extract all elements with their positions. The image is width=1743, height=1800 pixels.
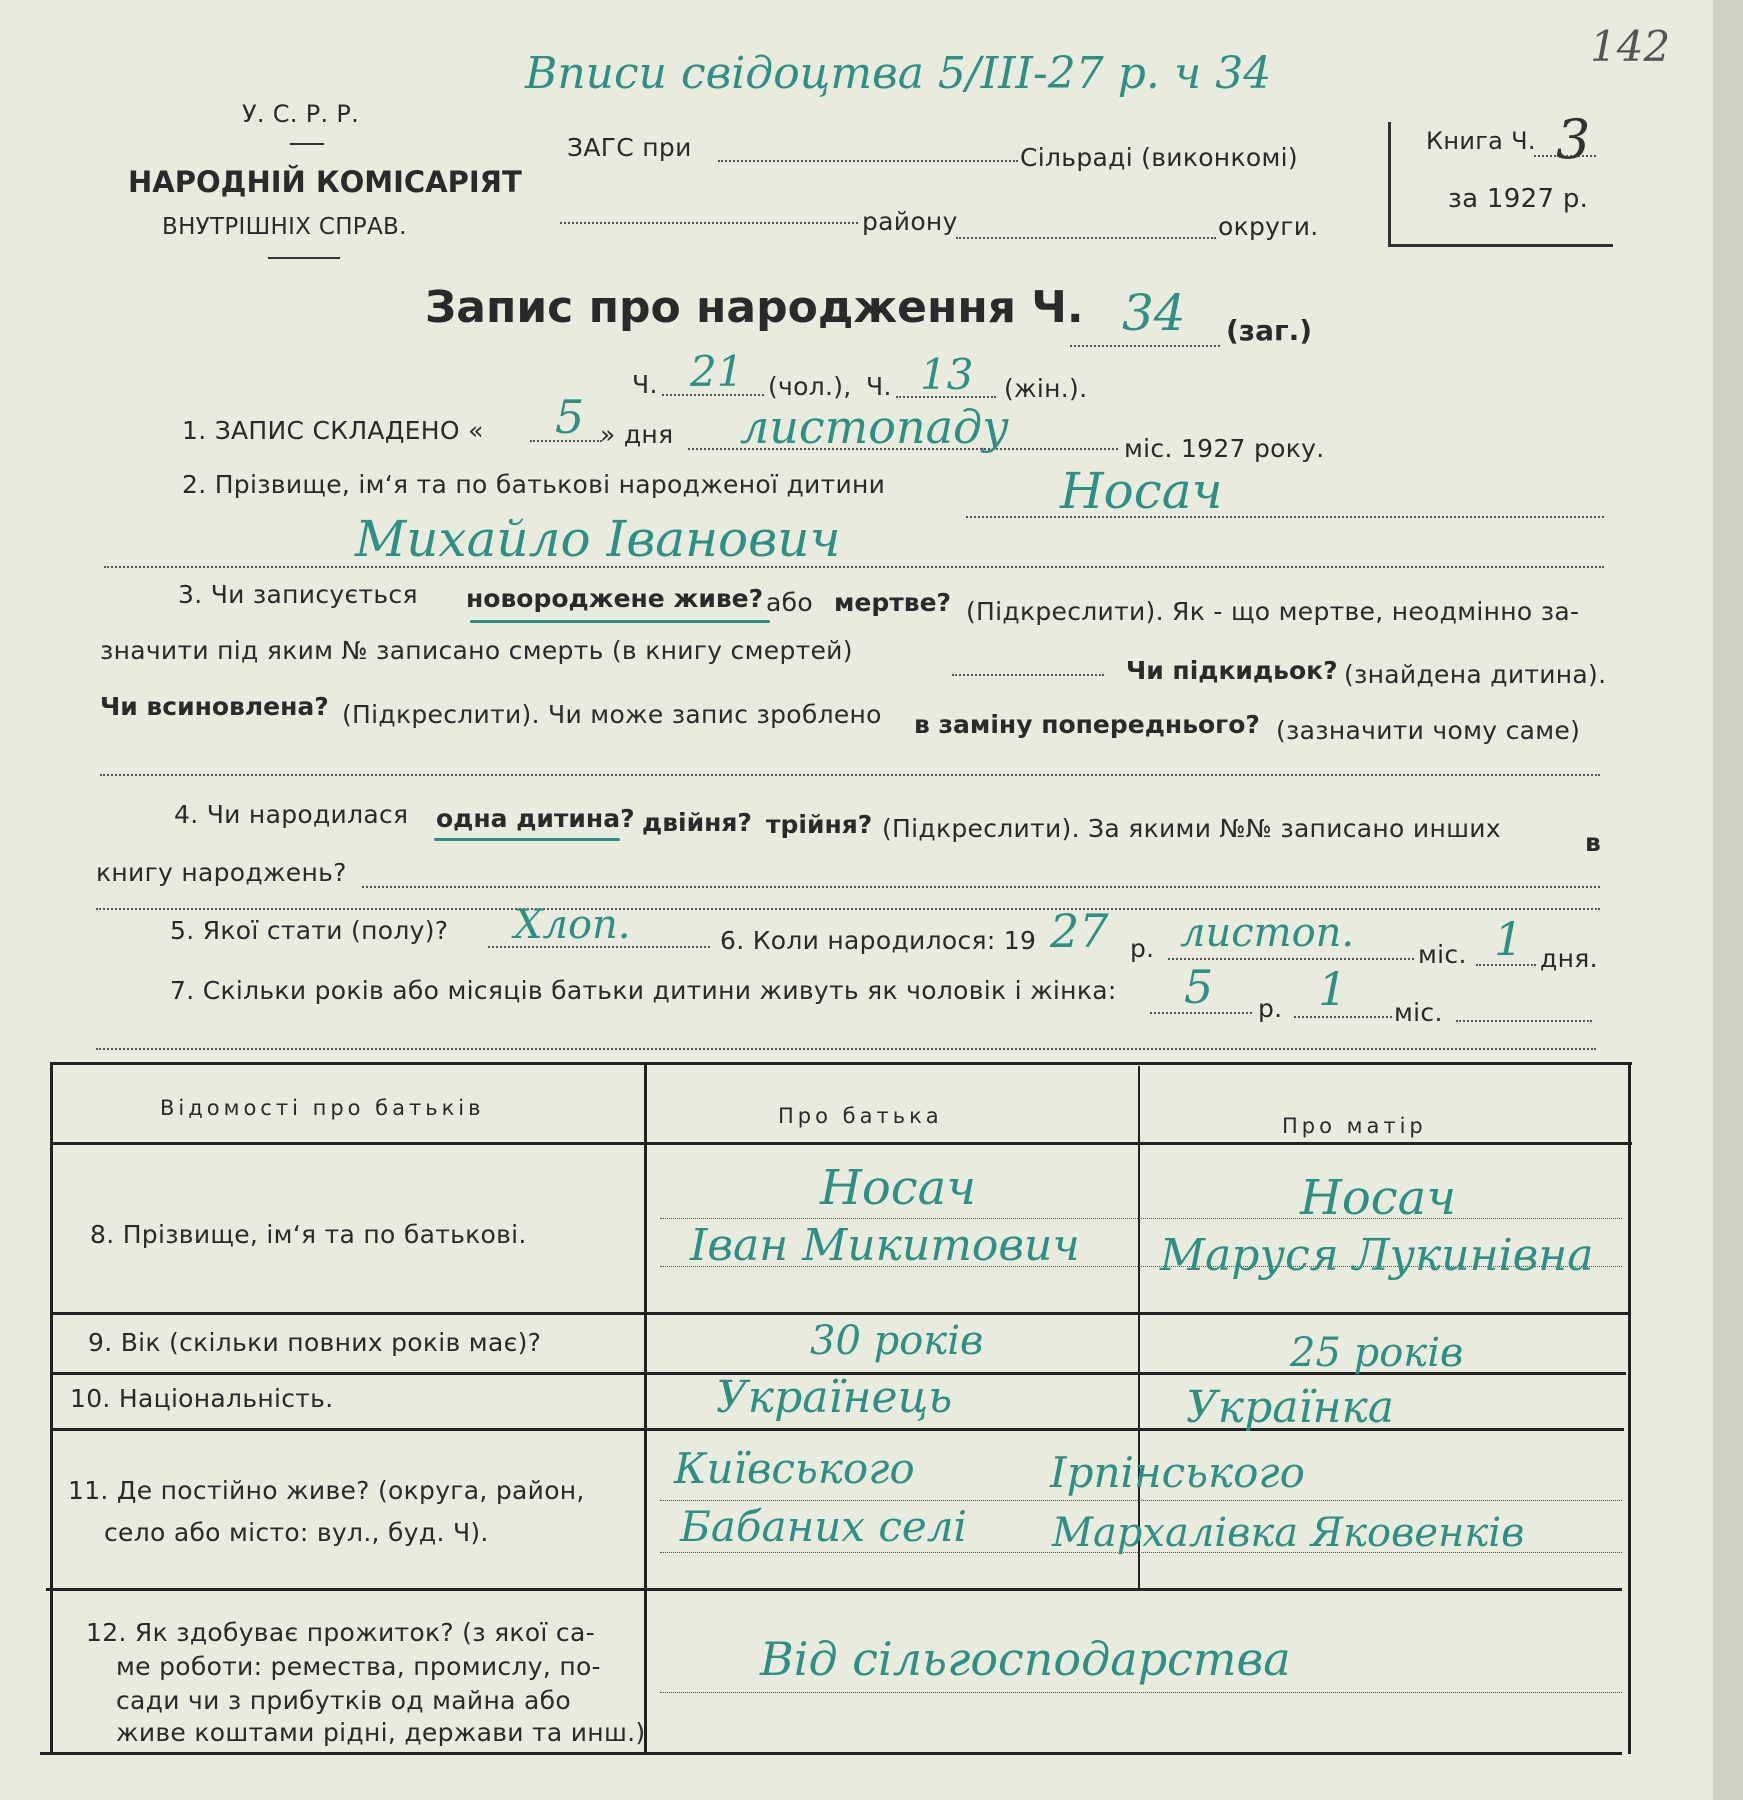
q7-months-dotline [1294, 1016, 1392, 1018]
header-mother: Про матір [1282, 1114, 1427, 1138]
q3-line3-a: Чи всиновлена? [100, 692, 329, 721]
q2-name-dotline [104, 566, 1604, 568]
q7-tail-dotline [1456, 1020, 1592, 1022]
row8-label: 8. Прізвище, ім‘я та по батькові. [90, 1220, 527, 1249]
table-top-border [50, 1062, 1632, 1065]
q3-line2-b: Чи підкидьок? [1126, 656, 1338, 685]
title-number-dotline [1070, 345, 1220, 347]
q3-line3-b: (Підкреслити). Чи може запис зроблено [342, 700, 882, 729]
mother-age: 25 років [1290, 1330, 1464, 1376]
row8-dotline-1 [660, 1218, 1622, 1219]
q5-label: 5. Якої стати (полу)? [170, 916, 449, 945]
corner-page-number: 142 [1590, 22, 1671, 71]
female-number: 13 [920, 350, 974, 399]
q1-month: листопаду [740, 400, 1009, 454]
child-sex: Хлоп. [514, 902, 631, 948]
mother-residence-2: Мархалівка Яковенків [1052, 1510, 1525, 1556]
form-title: Запис про народження Ч. [425, 282, 1084, 333]
female-number-label: Ч. [866, 372, 892, 401]
q3-underline-alive [470, 620, 770, 623]
q3-line3-d: (зазначити чому саме) [1276, 716, 1581, 745]
child-surname: Носач [1060, 462, 1223, 520]
zags-council-dotline [718, 160, 1018, 162]
zags-council-label: Сільраді (виконкомі) [1020, 143, 1298, 172]
q4-numbers-dotline [362, 886, 1600, 888]
row11-dotline-1 [660, 1500, 1622, 1501]
married-months: 1 [1318, 962, 1348, 1016]
book-number: 3 [1556, 108, 1591, 171]
page-edge [1713, 0, 1743, 1800]
married-years: 5 [1184, 960, 1214, 1014]
table-left-border [50, 1062, 53, 1754]
q3-death-dotline [952, 674, 1104, 676]
q7-months-label: міс. [1394, 998, 1443, 1027]
header-dash-1 [290, 143, 324, 145]
mother-surname: Носач [1300, 1170, 1457, 1226]
row11-label-line1: 11. Де постійно живе? (округа, район, [68, 1476, 585, 1505]
q4-underline-single [434, 838, 620, 841]
q1-day: 5 [555, 390, 585, 444]
q4-line1-f: в [1585, 828, 1601, 857]
table-col1-border [644, 1062, 647, 1754]
q3-line1-b: новороджене живе? [466, 584, 764, 613]
q4-line1-a: 4. Чи народилася [174, 800, 409, 829]
father-name: Іван Микитович [690, 1220, 1080, 1271]
zags-okruha-label: округи. [1218, 212, 1319, 241]
row11-label-line2: село або місто: вул., буд. Ч). [104, 1518, 489, 1547]
livelihood: Від сільгосподарства [760, 1632, 1291, 1686]
header-dash-2 [268, 257, 340, 259]
q4-extra-dotline [96, 908, 1600, 910]
q3-line1-a: 3. Чи записується [178, 580, 418, 609]
female-label: (жін.). [1004, 374, 1088, 403]
q3-line1-e: (Підкреслити). Як - що мертве, неодмінно за- [966, 597, 1580, 626]
q4-line1-d: трійня? [766, 810, 873, 839]
header-parents-info: Відомості про батьків [160, 1096, 485, 1120]
father-residence-1: Київського [674, 1444, 915, 1493]
q3-reason-dotline [100, 774, 1600, 776]
father-nationality: Українець [716, 1372, 953, 1423]
table-row11-border [46, 1588, 1622, 1591]
row12-dotline [660, 1692, 1622, 1693]
birth-day: 1 [1494, 912, 1524, 966]
q7-label: 7. Скільки років або місяців батьки дитини живуть як чоловік і жінка: [170, 976, 1117, 1005]
q1-day-suffix: » дня [600, 420, 674, 449]
q4-line1-b: одна дитина? [436, 804, 635, 833]
father-residence-2: Бабаних селі [680, 1502, 967, 1551]
q7-extra-dotline [96, 1048, 1596, 1050]
male-number: 21 [690, 347, 744, 396]
birth-month: листоп. [1180, 910, 1355, 956]
row12-label-line1: 12. Як здобуває прожиток? (з якої са- [86, 1618, 595, 1647]
q4-line2: книгу народжень? [96, 858, 347, 887]
row10-label: 10. Національність. [70, 1384, 334, 1413]
father-surname: Носач [820, 1160, 977, 1216]
q4-line1-c: двійня? [642, 808, 752, 837]
table-bottom-border [40, 1752, 1622, 1755]
male-number-label: Ч. [632, 370, 658, 399]
row12-label-line3: сади чи з прибутків од майна або [116, 1686, 571, 1715]
q3-line1-c: або [766, 588, 813, 617]
table-header-border [50, 1142, 1632, 1145]
row9-label: 9. Вік (скільки повних років має)? [88, 1328, 542, 1357]
title-suffix: (заг.) [1226, 314, 1313, 347]
q3-line2-a: значити під яким № записано смерть (в книгу смертей) [100, 636, 853, 665]
q2-label: 2. Прізвище, ім‘я та по батькові народженої дитини [182, 470, 886, 499]
q3-line1-d: мертве? [834, 588, 952, 617]
table-row8-border [50, 1312, 1628, 1315]
header-father: Про батька [778, 1104, 943, 1128]
handwritten-top-note: Вписи свідоцтва 5/III-27 р. ч 34 [525, 48, 1272, 99]
record-number: 34 [1122, 284, 1186, 342]
zags-district-label: району [862, 207, 958, 236]
birth-year: 27 [1050, 904, 1109, 958]
zags-prefix: ЗАГС при [567, 133, 692, 162]
q4-line1-e: (Підкреслити). За якими №№ записано инших [882, 814, 1501, 843]
father-age: 30 років [810, 1318, 984, 1364]
zags-district-dotline [560, 222, 858, 224]
q1-tail: міс. 1927 року. [1124, 434, 1325, 463]
q7-years-label: р. [1258, 994, 1283, 1023]
q6-label: 6. Коли народилося: 19 [720, 926, 1037, 955]
q1-label: 1. ЗАПИС СКЛАДЕНО « [182, 416, 484, 445]
q3-line2-c: (знайдена дитина). [1344, 660, 1607, 689]
commissariat-name: НАРОДНІЙ КОМІСАРІЯТ [128, 165, 522, 199]
child-name: Михайло Іванович [355, 510, 841, 568]
department-name: ВНУТРІШНІХ СПРАВ. [162, 214, 407, 240]
male-label: (чол.), [768, 372, 852, 401]
mother-nationality: Українка [1186, 1382, 1395, 1433]
zags-okruha-dotline [956, 237, 1216, 239]
row12-label-line2: ме роботи: ремества, промислу, по- [116, 1652, 601, 1681]
mother-residence-1: Ірпінського [1050, 1448, 1305, 1497]
q6-month-label: міс. [1418, 940, 1467, 969]
row12-label-line4: живе коштами рідні, держави та инш.) [116, 1718, 646, 1747]
q6-day-label: дня. [1540, 944, 1598, 973]
book-label: Книга Ч. [1426, 127, 1536, 155]
mother-name: Маруся Лукинівна [1160, 1230, 1594, 1281]
book-year: за 1927 р. [1448, 184, 1589, 214]
republic-abbr: У. С. Р. Р. [242, 100, 360, 128]
table-right-border [1628, 1062, 1631, 1754]
q3-line3-c: в заміну попереднього? [914, 710, 1260, 739]
q6-year-suffix: р. [1130, 934, 1155, 963]
